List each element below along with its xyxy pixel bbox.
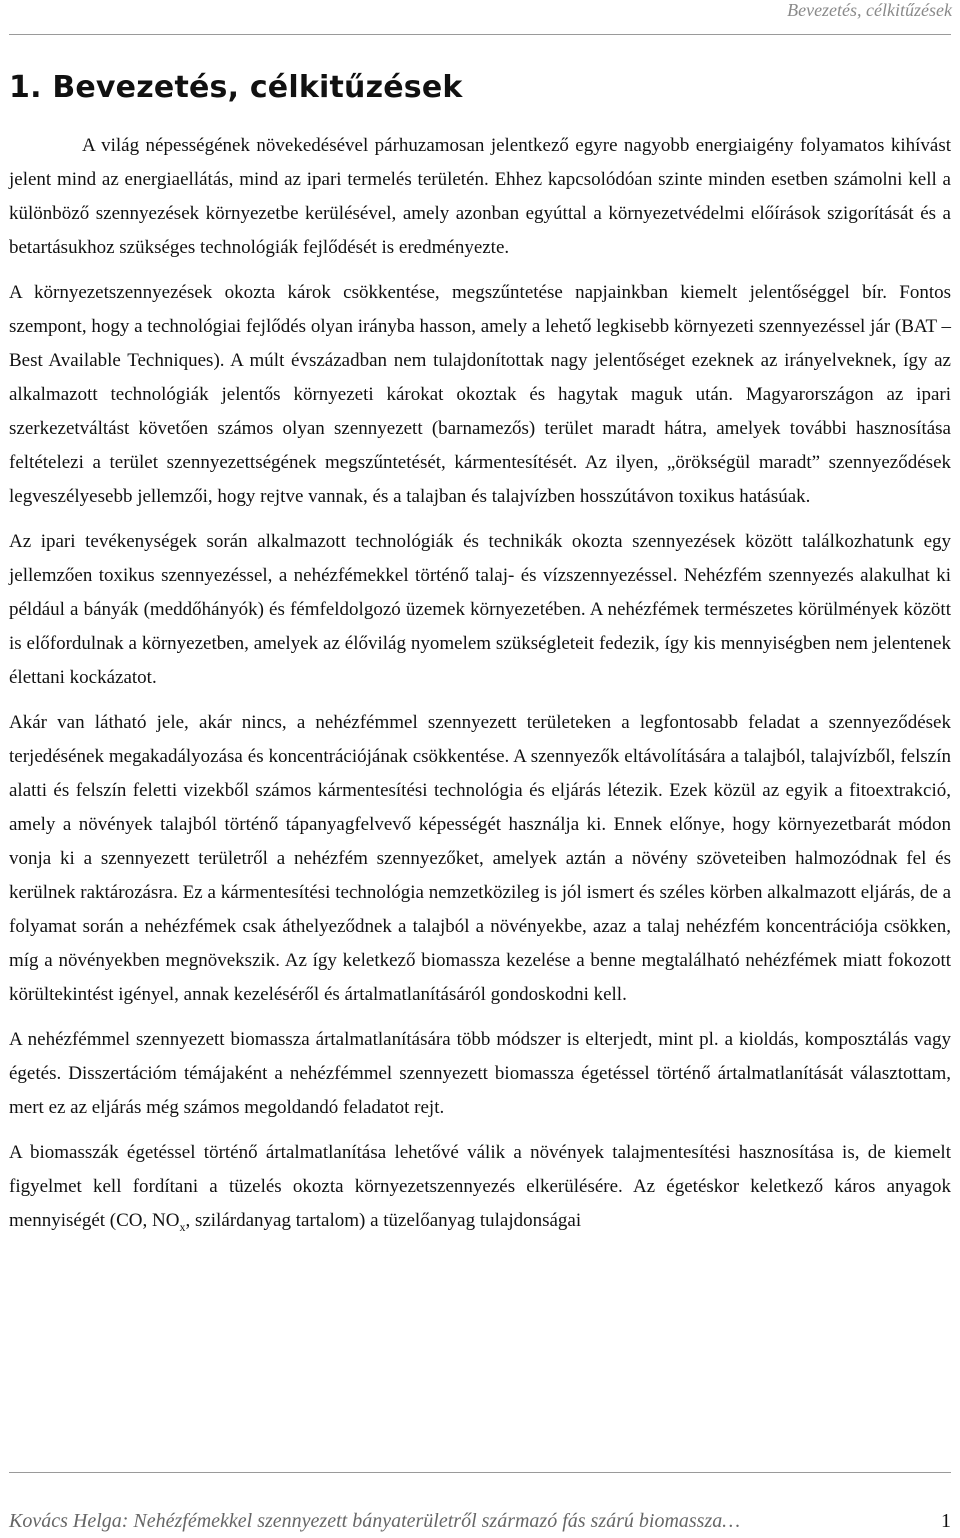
footer-citation: Kovács Helga: Nehézfémekkel szennyezett bányaterületről származó fás szárú biomassza…	[9, 1510, 741, 1532]
paragraph-2: A környezetszennyezések okozta károk csökkentése, megszűntetése napjainkban kiemelt jelentőséggel bír. Fontos szempont, hogy a technológiai fejlődés olyan irányba hasson, amely a lehető legkisebb környezeti szennyezéssel jár (BAT – Best Available Techniques). A múlt évszázadban nem tulajdonítottak nagy jelentőséget ezeknek az irányelveknek, így az alkalmazott technológiák jelentős környezeti károkat okoztak és hagytak maguk után. Magyarországon az ipari szerkezetváltást követően számos olyan szennyezett (barnamezős) terület maradt hátra, amelyek további hasznosítása feltételezi a terület szennyezettségének megszűntetését, kármentesítését. Az ilyen, „örökségül maradt” szennyeződések legveszélyesebb jellemzői, hogy rejtve vannak, és a talajban és talajvízben hosszútávon toxikus hatásúak.	[9, 282, 951, 507]
body-text	[9, 129, 951, 1249]
paragraph-5: A nehézfémmel szennyezett biomassza ártalmatlanítására több módszer is elterjedt, mint pl. a kioldás, komposztálás vagy égetés. Disszertációm témájaként a nehézfémmel szennyezett biomassza égetéssel történő ártalmatlanítását választottam, mert ez az eljárás még számos megoldandó feladatot rejt.	[9, 1029, 951, 1118]
page-footer	[9, 1510, 951, 1533]
nox-subscript: x	[179, 1219, 186, 1234]
footer-divider	[9, 1472, 951, 1473]
paragraph-6-text-start: A biomasszák égetéssel történő ártalmatlanítása lehetővé válik a növények talajmentesítési hasznosítása is, de kiemelt figyelmet kell fordítani a tüzelés okozta környezetszennyezés elkerülésére. Az égetéskor keletkező káros anyagok mennyiségét (CO, NO	[9, 1142, 951, 1231]
header-divider	[9, 34, 951, 35]
paragraph-4: Akár van látható jele, akár nincs, a nehézfémmel szennyezett területeken a legfontosabb feladat a szennyeződések terjedésének megakadályozása és koncentrációjának csökkentése. A szennyezők eltávolítására a talajból, talajvízből, felszín alatti és felszín feletti vizekből számos kármentesítési technológia és eljárás létezik. Ezek közül az egyik a fitoextrakció, amely a növények talajból történő tápanyagfelvevő képességét használja ki. Ennek előnye, hogy környezetbarát módon vonja ki a szennyezett területről a nehézfém szennyezőket, amelyek aztán a növény szöveteiben halmozódnak fel és kerülnek raktározásra. Ez a kármentesítési technológia nemzetközileg is jól ismert és széles körben alkalmazott eljárás, de a folyamat során a nehézfémek csak áthelyeződnek a talajból a növényekbe, azaz a talaj nehézfém koncentrációja csökken, míg a növényekben megnövekszik. Az így keletkező biomassza kezelése a benne megtalálható nehézfémek miatt fokozott körültekintést igényel, annak kezeléséről és ártalmatlanításáról gondoskodni kell.	[9, 712, 951, 1005]
page-number: 1	[941, 1510, 951, 1532]
paragraph-6-text-end: , szilárdanyag tartalom) a tüzelőanyag tulajdonságai	[185, 1210, 582, 1231]
running-header: Bevezetés, célkitűzések	[787, 0, 952, 20]
chapter-title: 1. Bevezetés, célkitűzések	[9, 70, 463, 105]
paragraph-3: Az ipari tevékenységek során alkalmazott technológiák és technikák okozta szennyezések között találkozhatunk egy jellemzően toxikus szennyezéssel, a nehézfémekkel történő talaj- és vízszennyezéssel. Nehézfém szennyezés alakulhat ki például a bányák (meddőhányók) és fémfeldolgozó üzemek környezetében. A nehézfémek természetes körülmények között is előfordulnak a környezetben, amelyek az élővilág nyomelem szükségleteit fedezik, így kis mennyiségben nem jelentenek élettani kockázatot.	[9, 531, 951, 688]
paragraph-1: A világ népességének növekedésével párhuzamosan jelentkező egyre nagyobb energiaigény folyamatos kihívást jelent mind az energiaellátás, mind az ipari termelés területén. Ehhez kapcsolódóan szinte minden esetben számolni kell a különböző szennyezések környezetbe kerülésével, amely azonban egyúttal a környezetvédelmi előírások szigorítását és a betartásukhoz szükséges technológiák fejlődését is eredményezte.	[9, 135, 951, 258]
paragraph-6	[9, 1136, 951, 1238]
